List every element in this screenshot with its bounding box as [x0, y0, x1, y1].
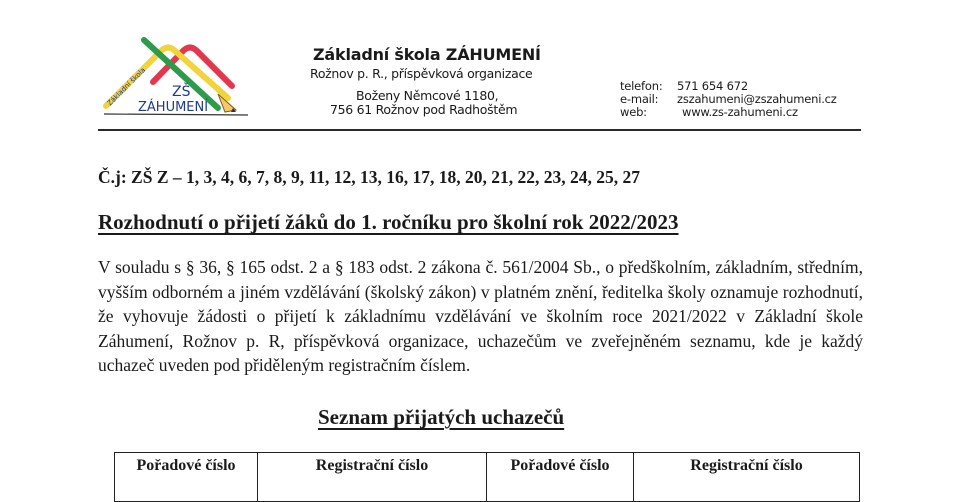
- address-street: Boženy Němcové 1180,: [356, 88, 499, 103]
- contact-label: telefon:: [620, 79, 663, 93]
- school-subtitle: Rožnov p. R., příspěvková organizace: [310, 66, 533, 81]
- contact-web: [620, 106, 837, 119]
- address-city: 756 61 Rožnov pod Radhoštěm: [330, 102, 518, 117]
- svg-text:ZÁHUMENÍ: ZÁHUMENÍ: [138, 100, 209, 115]
- svg-text:Základní škola: Základní škola: [105, 66, 148, 108]
- svg-text:ZŠ: ZŠ: [172, 84, 191, 100]
- contact-block: [620, 80, 837, 119]
- web-link[interactable]: www.zs-zahumeni.cz: [682, 105, 798, 119]
- contact-label: web:: [620, 105, 647, 119]
- column-header-registration: Registrační číslo: [258, 453, 487, 502]
- document-title: Rozhodnutí o přijetí žáků do 1. ročníku pro školní rok 2022/2023: [98, 210, 679, 234]
- phone-value: 571 654 672: [677, 79, 748, 93]
- school-logo: [100, 36, 250, 118]
- header-divider: [98, 129, 861, 131]
- column-header-registration: Registrační číslo: [634, 453, 860, 502]
- pencil-logo-icon: [100, 36, 250, 118]
- column-header-order: Pořadové číslo: [487, 453, 634, 502]
- school-name: Základní škola ZÁHUMENÍ: [313, 45, 541, 64]
- decision-paragraph: V souladu s § 36, § 165 odst. 2 a § 183 odst. 2 zákona č. 561/2004 Sb., o předškolním, základním, středním, vyšším odborném a jiném vzdělávání (školský zákon) v platném znění, ředitelka školy oznamuje rozhodnutí, že vyhovuje žádosti o přijetí k základnímu vzdělávání ve školním roce 2021/2022 v Základní škole Záhumení, Rožnov p. R, příspěvková organizace, uchazečům ve zveřejněném seznamu, kde je každý uchazeč uveden pod přiděleným registračním číslem.: [98, 257, 863, 375]
- table-header-row: [115, 453, 860, 502]
- list-title: Seznam přijatých uchazečů: [318, 405, 565, 429]
- column-header-order: Pořadové číslo: [115, 453, 258, 502]
- reference-number: Č.j: ZŠ Z – 1, 3, 4, 6, 7, 8, 9, 11, 12, 13, 16, 17, 18, 20, 21, 22, 23, 24, 25, 27: [98, 167, 641, 187]
- contact-label: e-mail:: [620, 92, 659, 106]
- email-link[interactable]: zszahumeni@zszahumeni.cz: [677, 92, 837, 106]
- admitted-applicants-table: [114, 452, 860, 502]
